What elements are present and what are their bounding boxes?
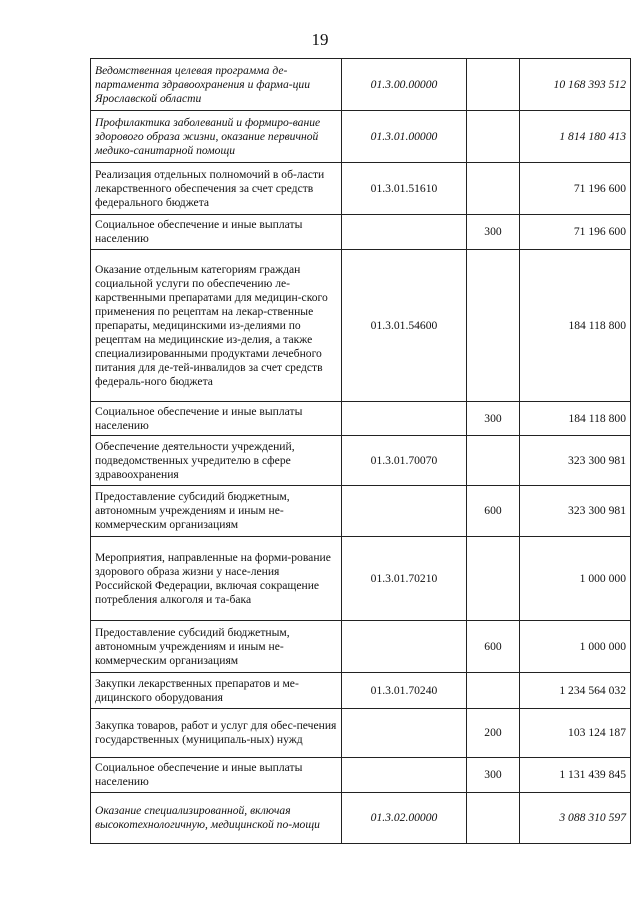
row-amount: 1 000 000: [520, 621, 631, 673]
row-code: 01.3.01.51610: [342, 163, 467, 215]
row-name: Предоставление субсидий бюджетным, автономным учреждениям и иным не-коммерческим организациям: [91, 621, 342, 673]
row-expense-type: [467, 111, 520, 163]
row-code: [342, 486, 467, 537]
row-code: 01.3.01.54600: [342, 250, 467, 402]
row-amount: 3 088 310 597: [520, 793, 631, 844]
table-row: [91, 59, 631, 111]
row-name: Оказание специализированной, включая высокотехнологичную, медицинской по-мощи: [91, 793, 342, 844]
row-name: Закупки лекарственных препаратов и ме-дицинского оборудования: [91, 673, 342, 709]
row-expense-type: 300: [467, 215, 520, 250]
row-code: [342, 621, 467, 673]
row-expense-type: [467, 59, 520, 111]
table-row: [91, 621, 631, 673]
row-amount: 323 300 981: [520, 486, 631, 537]
row-expense-type: 300: [467, 402, 520, 436]
row-name: Социальное обеспечение и иные выплаты населению: [91, 402, 342, 436]
row-amount: 103 124 187: [520, 709, 631, 758]
row-amount: 1 814 180 413: [520, 111, 631, 163]
row-expense-type: [467, 250, 520, 402]
row-name: Обеспечение деятельности учреждений, подведомственных учредителю в сфере здравоохранения: [91, 436, 342, 486]
row-expense-type: 600: [467, 621, 520, 673]
table-row: [91, 402, 631, 436]
row-code: 01.3.01.00000: [342, 111, 467, 163]
row-code: 01.3.01.70210: [342, 537, 467, 621]
table-row: [91, 673, 631, 709]
row-code: 01.3.00.00000: [342, 59, 467, 111]
row-name: Закупка товаров, работ и услуг для обес-печения государственных (муниципаль-ных) нужд: [91, 709, 342, 758]
row-amount: 323 300 981: [520, 436, 631, 486]
row-name: Ведомственная целевая программа де-партамента здравоохранения и фарма-ции Ярославской области: [91, 59, 342, 111]
row-name: Социальное обеспечение и иные выплаты населению: [91, 758, 342, 793]
row-code: 01.3.01.70070: [342, 436, 467, 486]
row-amount: 1 234 564 032: [520, 673, 631, 709]
table-row: [91, 111, 631, 163]
table-row: [91, 758, 631, 793]
row-code: 01.3.02.00000: [342, 793, 467, 844]
row-name: Предоставление субсидий бюджетным, автономным учреждениям и иным не-коммерческим организациям: [91, 486, 342, 537]
budget-table: [90, 58, 631, 844]
row-expense-type: 200: [467, 709, 520, 758]
row-amount: 10 168 393 512: [520, 59, 631, 111]
row-amount: 184 118 800: [520, 402, 631, 436]
row-expense-type: 300: [467, 758, 520, 793]
table-row: [91, 537, 631, 621]
row-expense-type: [467, 436, 520, 486]
row-expense-type: [467, 793, 520, 844]
table-row: [91, 250, 631, 402]
row-expense-type: 600: [467, 486, 520, 537]
table-row: [91, 793, 631, 844]
table-row: [91, 709, 631, 758]
row-code: [342, 215, 467, 250]
table-row: [91, 215, 631, 250]
table-row: [91, 486, 631, 537]
row-expense-type: [467, 163, 520, 215]
table-row: [91, 436, 631, 486]
row-name: Профилактика заболеваний и формиро-вание здорового образа жизни, оказание первичной медико-санитарной помощи: [91, 111, 342, 163]
table-row: [91, 163, 631, 215]
row-amount: 71 196 600: [520, 215, 631, 250]
row-name: Реализация отдельных полномочий в об-ласти лекарственного обеспечения за счет средств федерального бюджета: [91, 163, 342, 215]
row-amount: 1 000 000: [520, 537, 631, 621]
row-code: [342, 758, 467, 793]
row-expense-type: [467, 673, 520, 709]
row-amount: 71 196 600: [520, 163, 631, 215]
row-name: Социальное обеспечение и иные выплаты населению: [91, 215, 342, 250]
row-code: [342, 709, 467, 758]
row-expense-type: [467, 537, 520, 621]
row-amount: 184 118 800: [520, 250, 631, 402]
page-number: 19: [311, 30, 329, 49]
row-amount: 1 131 439 845: [520, 758, 631, 793]
row-code: [342, 402, 467, 436]
row-name: Мероприятия, направленные на форми-рование здорового образа жизни у насе-ления Российской Федерации, включая сокращение потребления алкоголя и та-бака: [91, 537, 342, 621]
budget-table-body: [91, 59, 631, 844]
row-code: 01.3.01.70240: [342, 673, 467, 709]
row-name: Оказание отдельным категориям граждан социальной услуги по обеспечению ле-карственными препаратами для медицин-ского применения по рецептам на лекар-ственные препараты, медицинскими из-делиями по рецептам на медицинские из-делия, а также специализированными продуктами лечебного питания для де-тей-инвалидов за счет средств федераль-ного бюджета: [91, 250, 342, 402]
